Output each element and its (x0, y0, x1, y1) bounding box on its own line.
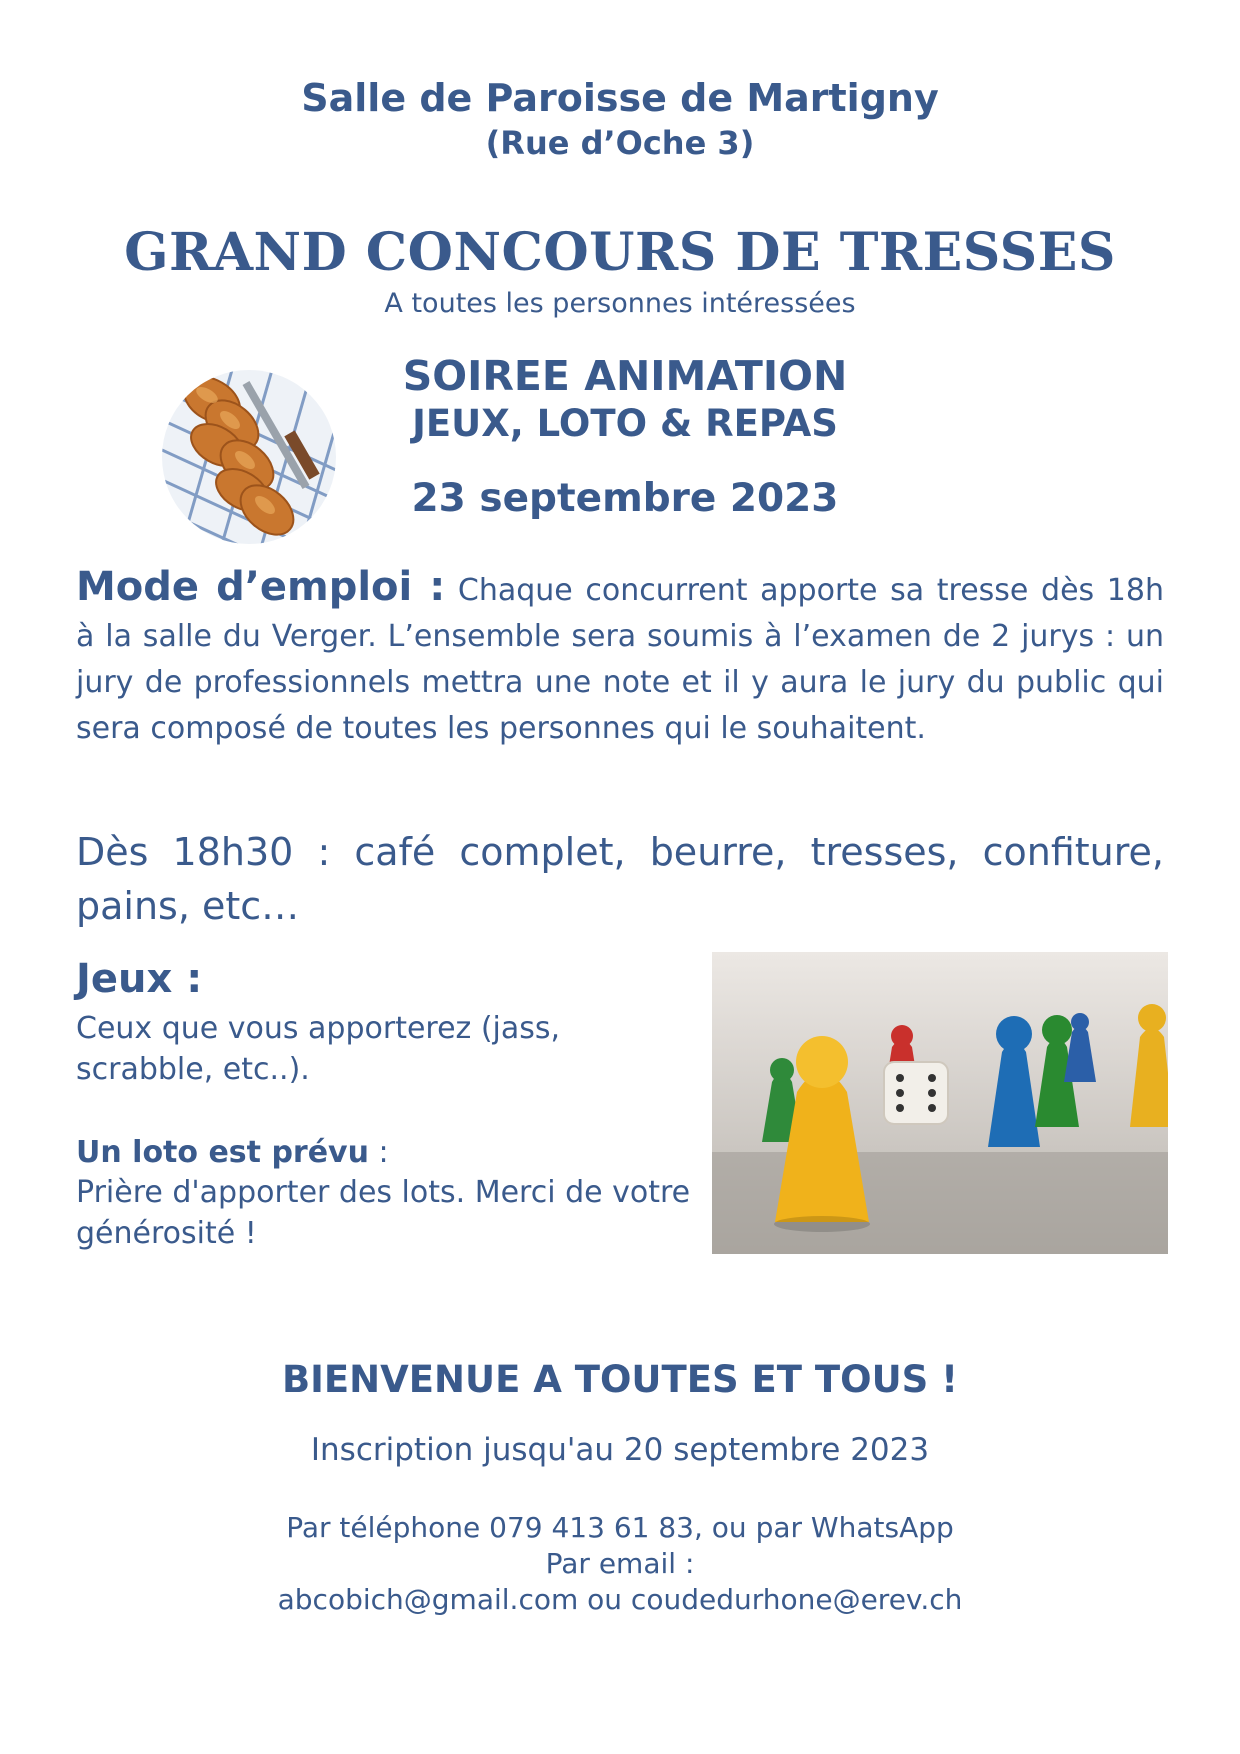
contact-info (0, 1510, 1240, 1618)
event-heading: SOIREE ANIMATION (402, 352, 848, 400)
board-game-photo (712, 952, 1168, 1254)
welcome-message: BIENVENUE A TOUTES ET TOUS ! (281, 1358, 959, 1401)
inscription-deadline: Inscription jusqu'au 20 septembre 2023 (310, 1432, 930, 1468)
games-text: Ceux que vous apporterez (jass, scrabble, etc..). (76, 1011, 561, 1087)
loto-text: Prière d'apporter des lots. Merci de votre générosité ! (76, 1175, 691, 1251)
loto-colon: : (368, 1135, 389, 1170)
loto-heading: Un loto est prévu (76, 1135, 369, 1170)
venue-name: Salle de Paroisse de Martigny (301, 76, 939, 120)
event-date: 23 septembre 2023 (411, 476, 839, 521)
mode-emploi-text: Chaque concurrent apporte sa tresse dès 18h à la salle du Verger. L’ensemble sera soumis à l’examen de 2 jurys : un jury de professionnels mettra une note et il y aura le jury du public qui sera composé de toutes les personnes qui le souhaitent. (76, 573, 1164, 746)
contact-phone: Par téléphone 079 413 61 83, ou par WhatsApp (286, 1511, 954, 1544)
contact-emails: abcobich@gmail.com ou coudedurhone@erev.ch (277, 1583, 963, 1616)
loto-heading-line (76, 1133, 389, 1173)
mode-emploi-label: Mode d’emploi : (76, 564, 446, 610)
contact-email-label: Par email : (545, 1547, 695, 1580)
meal-paragraph: Dès 18h30 : café complet, beurre, tresses, confiture, pains, etc… (76, 830, 1164, 928)
event-subheading: JEUX, LOTO & REPAS (412, 402, 838, 445)
games-heading: Jeux : (76, 956, 203, 1002)
mode-emploi-paragraph (76, 564, 1164, 752)
page-subtitle: A toutes les personnes intéressées (384, 288, 856, 319)
venue-address: (Rue d’Oche 3) (485, 124, 755, 162)
page-title: GRAND CONCOURS DE TRESSES (124, 222, 1116, 283)
